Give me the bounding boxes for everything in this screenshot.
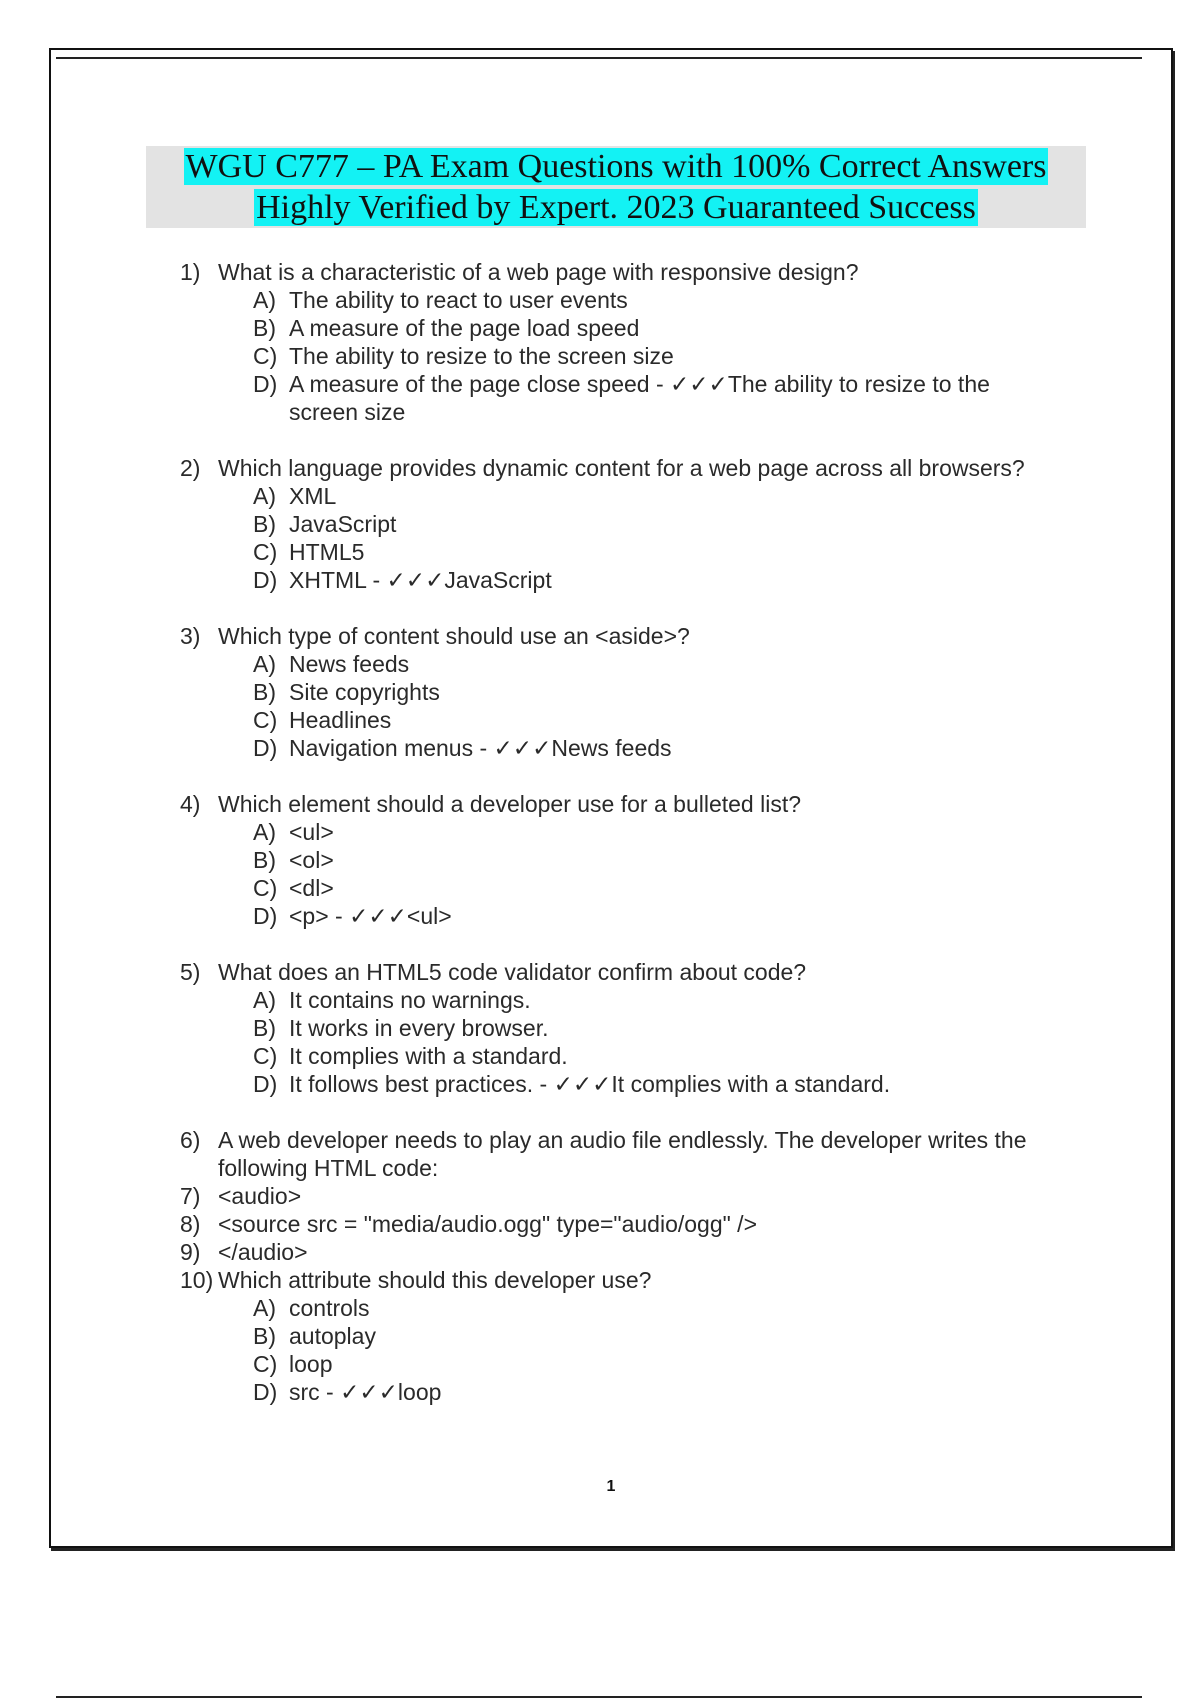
question-number: 7) [180,1183,201,1209]
option-b [253,510,1080,538]
option-letter: D) [253,1379,278,1405]
option-d [253,902,1080,930]
option-a [253,818,1080,846]
option-a [253,986,1080,1014]
option-text: XML [289,483,337,509]
question-text: Which language provides dynamic content for a web page across all browsers? [218,455,1025,481]
option-text: Site copyrights [289,679,440,705]
question-3 [180,622,1080,762]
option-b [253,678,1080,706]
option-letter: D) [253,903,278,929]
option-letter: A) [253,287,276,313]
option-c [253,342,1080,370]
option-d [253,566,1080,594]
option-c [253,1042,1080,1070]
question-1 [180,258,1080,426]
option-b [253,314,1080,342]
title-line-1-text: WGU C777 – PA Exam Questions with 100% Correct Answers [185,148,1047,185]
question-line [180,1266,1080,1294]
option-text: It contains no warnings. [289,987,531,1013]
option-letter: B) [253,1323,276,1349]
option-text: It works in every browser. [289,1015,549,1041]
code-line: <source src = "media/audio.ogg" type="audio/ogg" /> [218,1211,758,1237]
document-title [146,146,1086,228]
question-number: 5) [180,959,201,985]
answer-options [253,1294,1080,1406]
option-b [253,1014,1080,1042]
option-letter: D) [253,567,278,593]
answer-options [253,482,1080,594]
option-d [253,1378,1080,1406]
option-text-with-answer: XHTML - ✓✓✓JavaScript [289,567,552,593]
option-letter: A) [253,987,276,1013]
option-letter: D) [253,371,278,397]
question-2 [180,454,1080,594]
option-text-with-answer: Navigation menus - ✓✓✓News feeds [289,735,672,761]
option-text: The ability to resize to the screen size [289,343,674,369]
answer-options [253,818,1080,930]
code-line: </audio> [218,1239,308,1265]
option-letter: C) [253,875,278,901]
option-letter: D) [253,735,278,761]
option-letter: C) [253,539,278,565]
question-number: 6) [180,1127,201,1153]
option-d [253,370,1080,426]
question-line [180,1238,1080,1266]
question-list [180,258,1080,1406]
question-number: 2) [180,455,201,481]
option-letter: D) [253,1071,278,1097]
option-letter: A) [253,483,276,509]
question-number: 4) [180,791,201,817]
question-text: Which type of content should use an <aside>? [218,623,690,649]
option-letter: B) [253,847,276,873]
question-line [180,1126,1080,1182]
option-letter: B) [253,315,276,341]
option-c [253,538,1080,566]
option-c [253,706,1080,734]
option-text: A measure of the page load speed [289,315,640,341]
option-a [253,482,1080,510]
option-text-with-answer: It follows best practices. - ✓✓✓It complies with a standard. [289,1071,891,1097]
question-text: Which attribute should this developer use? [218,1267,652,1293]
option-c [253,874,1080,902]
option-text: It complies with a standard. [289,1043,568,1069]
option-c [253,1350,1080,1378]
answer-options [253,986,1080,1098]
option-d [253,734,1080,762]
question-number: 9) [180,1239,201,1265]
option-letter: B) [253,679,276,705]
question-text: A web developer needs to play an audio file endlessly. The developer writes the following HTML code: [218,1127,1027,1181]
title-line-2 [146,187,1086,228]
option-text-with-answer: A measure of the page close speed - ✓✓✓The ability to resize to the screen size [289,371,990,425]
question-5 [180,958,1080,1098]
option-text: Headlines [289,707,392,733]
question-4 [180,790,1080,930]
option-letter: B) [253,1015,276,1041]
page-number: 1 [606,1478,616,1495]
option-letter: C) [253,1351,278,1377]
question-number: 3) [180,623,201,649]
option-text: <ol> [289,847,334,873]
option-text: News feeds [289,651,410,677]
question-text: What is a characteristic of a web page with responsive design? [218,259,859,285]
question-text: What does an HTML5 code validator confirm about code? [218,959,807,985]
option-text: HTML5 [289,539,365,565]
option-letter: C) [253,1043,278,1069]
bottom-rule [56,1696,1142,1698]
title-line-2-text: Highly Verified by Expert. 2023 Guaranteed Success [256,189,976,226]
option-d [253,1070,1080,1098]
question-number: 8) [180,1211,201,1237]
option-text: autoplay [289,1323,376,1349]
option-letter: A) [253,819,276,845]
option-text: controls [289,1295,370,1321]
answer-options [253,286,1080,426]
option-a [253,650,1080,678]
option-b [253,1322,1080,1350]
option-letter: A) [253,1295,276,1321]
code-line: <audio> [218,1183,302,1209]
option-letter: A) [253,651,276,677]
option-letter: C) [253,707,278,733]
option-text: The ability to react to user events [289,287,628,313]
option-b [253,846,1080,874]
option-letter: B) [253,511,276,537]
title-line-1 [146,146,1086,187]
option-text: <dl> [289,875,334,901]
question-text: Which element should a developer use for a bulleted list? [218,791,802,817]
option-a [253,286,1080,314]
option-text: loop [289,1351,333,1377]
option-text: JavaScript [289,511,397,537]
option-text: <ul> [289,819,334,845]
option-text-with-answer: <p> - ✓✓✓<ul> [289,903,452,929]
option-text-with-answer: src - ✓✓✓loop [289,1379,442,1405]
question-line [180,1210,1080,1238]
option-letter: C) [253,343,278,369]
question-line [180,1182,1080,1210]
option-a [253,1294,1080,1322]
answer-options [253,650,1080,762]
question-6 [180,1126,1080,1406]
question-number: 1) [180,259,201,285]
question-number: 10) [180,1267,214,1293]
